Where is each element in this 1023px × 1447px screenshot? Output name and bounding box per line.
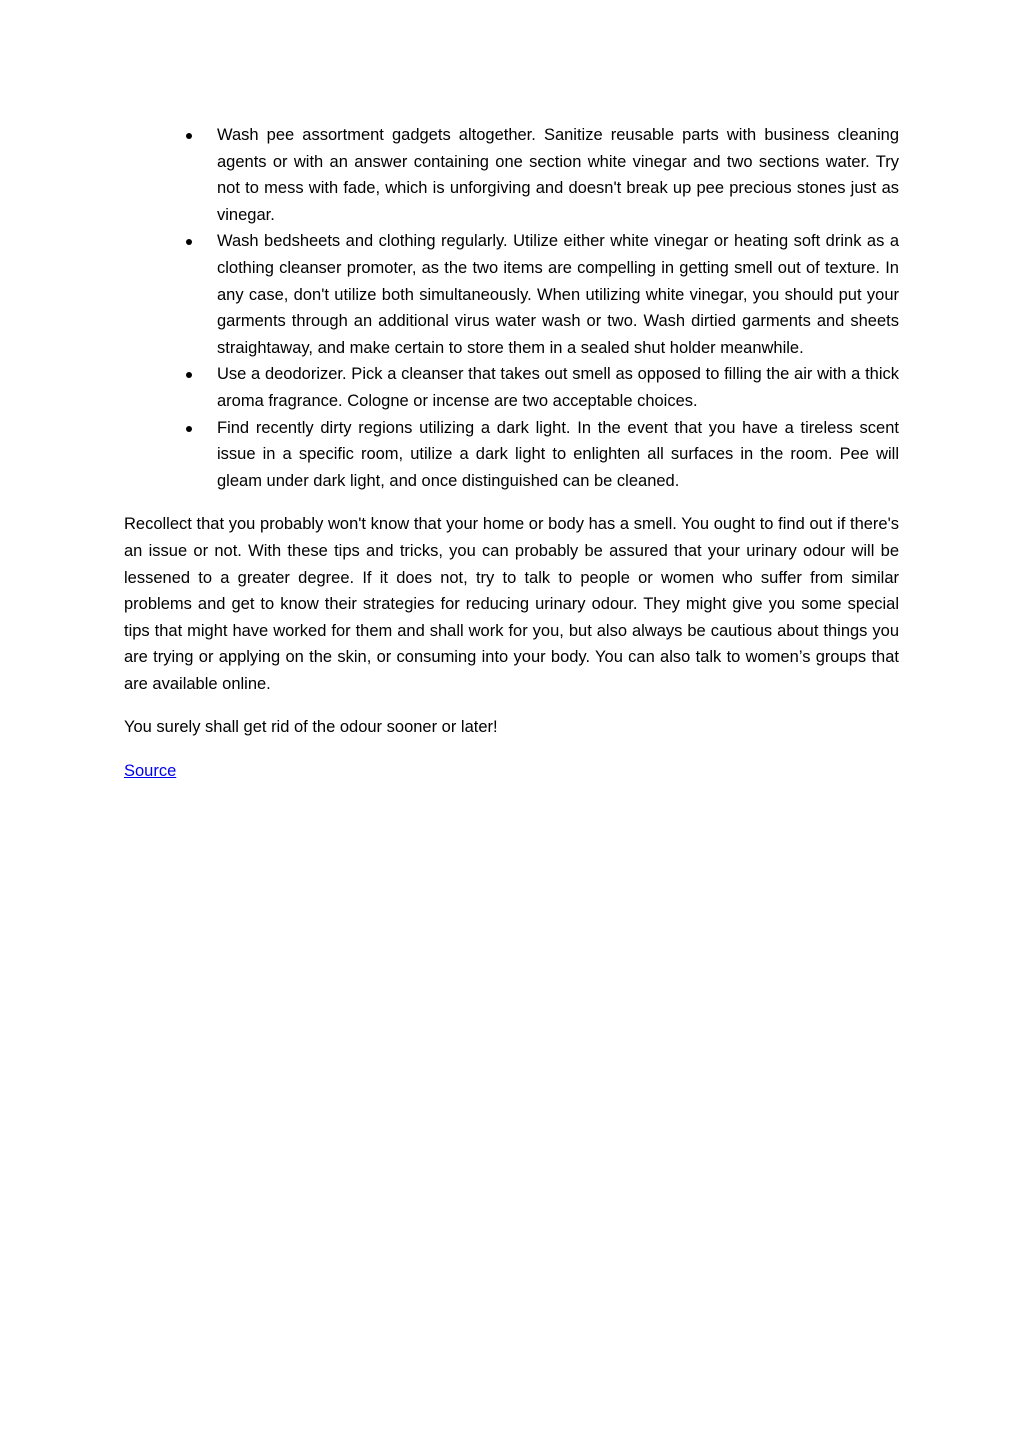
bullet-text: Wash pee assortment gadgets altogether. Sanitize reusable parts with business cleaning agents or with an answer containing one section white vinegar and two sections water. Try not to mess with fade, which is unforgiving and doesn't break up pee precious stones just as vinegar. [217, 126, 899, 224]
bullet-dot-icon [186, 133, 192, 139]
document-page [124, 122, 899, 785]
bullet-text: Use a deodorizer. Pick a cleanser that takes out smell as opposed to filling the air with a thick aroma fragrance. Cologne or incense are two acceptable choices. [217, 365, 899, 410]
bullet-dot-icon [186, 426, 192, 432]
bullet-dot-icon [186, 239, 192, 245]
bullet-list [124, 122, 899, 494]
bullet-item [124, 228, 899, 361]
closing-paragraph: You surely shall get rid of the odour sooner or later! [124, 718, 498, 737]
source-link[interactable]: Source [124, 762, 177, 781]
bullet-dot-icon [186, 372, 192, 378]
bullet-text: Wash bedsheets and clothing regularly. Utilize either white vinegar or heating soft drink as a clothing cleanser promoter, as the two items are compelling in getting smell out of texture. In any case, don't utilize both simultaneously. When utilizing white vinegar, you should put your garments through an additional virus water wash or two. Wash dirtied garments and sheets straightaway, and make certain to store them in a sealed shut holder meanwhile. [217, 232, 899, 357]
bullet-item [124, 122, 899, 228]
bullet-text: Find recently dirty regions utilizing a dark light. In the event that you have a tireless scent issue in a specific room, utilize a dark light to enlighten all surfaces in the room. Pee will gleam under dark light, and once distinguished can be cleaned. [217, 418, 899, 490]
bullet-item [124, 361, 899, 414]
bullet-item [124, 415, 899, 495]
body-paragraph: Recollect that you probably won't know that your home or body has a smell. You ought to find out if there's an issue or not. With these tips and tricks, you can probably be assured that your urinary odour will be lessened to a greater degree. If it does not, try to talk to people or women who suffer from similar problems and get to know their strategies for reducing urinary odour. They might give you some special tips that might have worked for them and shall work for you, but also always be cautious about things you are trying or applying on the skin, or consuming into your body. You can also talk to women’s groups that are available online. [124, 515, 899, 693]
